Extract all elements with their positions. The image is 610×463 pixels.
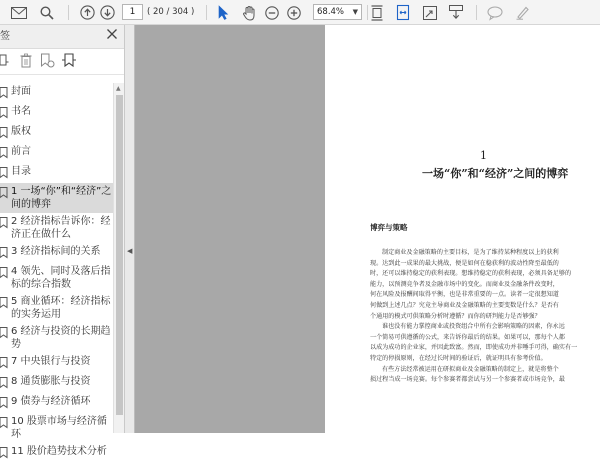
panel-title: 签	[0, 31, 10, 42]
text-line: 何做到上述几点？究竟主导商业及金融策略的主要变数是什么？是否有	[370, 301, 559, 309]
bookmark-label: 3 经济指标间的关系	[11, 246, 101, 257]
bookmark-icon	[0, 447, 8, 461]
bookmark-item-chapter-1[interactable]	[0, 183, 113, 213]
previous-page-icon[interactable]	[77, 0, 97, 25]
scroll-up-icon[interactable]: ▲	[116, 85, 121, 92]
bookmark-label: 前言	[11, 146, 31, 157]
fit-width-icon[interactable]	[393, 0, 413, 25]
bookmark-label: 6 经济与投资的长期趋势	[11, 326, 111, 350]
bookmark-icon	[0, 127, 8, 141]
bookmark-item-chapter-3[interactable]	[0, 243, 113, 263]
bookmark-item-title[interactable]	[0, 103, 113, 123]
bookmark-icon	[0, 267, 8, 281]
main-toolbar	[0, 0, 600, 25]
bookmark-label: 版权	[11, 126, 31, 137]
text-line: 损过程当成一场竞赛。每个参赛者都尝试与另一个参赛者或市场竞争，最	[370, 376, 565, 384]
bookmark-label: 目录	[11, 166, 31, 177]
page-number-input[interactable]: 1	[122, 4, 143, 20]
text-line: 特定的停损原则，在经过长时间的验证后，就证明具有参考价值。	[370, 354, 547, 362]
document-background	[125, 25, 325, 433]
fit-page-icon[interactable]	[367, 0, 387, 25]
bookmark-scrollbar[interactable]	[113, 83, 124, 433]
bookmark-icon	[0, 297, 8, 311]
bookmark-item-cover[interactable]	[0, 83, 113, 103]
bookmark-label: 2 经济指标告诉你：经济正在做什么	[11, 216, 111, 240]
comment-icon[interactable]	[484, 0, 506, 25]
bookmark-icon	[0, 357, 8, 371]
chapter-title: 一场“你”和“经济”之间的博弈	[422, 167, 569, 180]
text-line: 有些方法经常被运用在研拟商业及金融策略的制定上，就是将整个	[382, 365, 559, 373]
search-icon[interactable]	[36, 0, 58, 25]
text-line: 制定商业及金融策略的主要目标，是为了维持某种程度以上的获利	[382, 249, 559, 256]
bookmark-icon	[0, 147, 8, 161]
new-bookmark-icon[interactable]	[40, 53, 55, 71]
text-line: 能力，以预测竞争者及金融市场中的变化。而商业及金融条件改变时，	[370, 280, 559, 288]
hand-tool-icon[interactable]	[238, 0, 260, 25]
page-count: ( 20 / 304 )	[147, 7, 195, 17]
panel-splitter[interactable]	[125, 25, 135, 433]
bookmark-icon	[0, 397, 8, 411]
bookmark-icon	[0, 167, 8, 181]
text-line: 何在风险及报酬间取得平衡，也是非常重要的一点。读者一定很想知道	[370, 291, 559, 299]
bookmark-item-chapter-10[interactable]	[0, 413, 113, 443]
bookmark-icon	[0, 417, 8, 431]
zoom-out-icon[interactable]	[262, 0, 282, 25]
text-line: 时，还可以维持稳定的获利表现。想维持稳定的获利表现，必须具备足够的	[370, 270, 572, 278]
bookmark-label: 4 领先、同时及落后指标的综合指数	[11, 266, 111, 290]
scrollbar-thumb[interactable]	[116, 95, 123, 415]
bookmark-item-copyright[interactable]	[0, 123, 113, 143]
text-line: 谁也没有能力掌控商业或投资组合中所有会影响策略的因素，你永远	[382, 323, 565, 331]
bookmark-label: 8 通货膨胀与投资	[11, 376, 91, 387]
options-menu-icon[interactable]	[0, 53, 9, 70]
bookmark-item-chapter-2[interactable]	[0, 213, 113, 243]
fullscreen-icon[interactable]	[420, 0, 440, 25]
bookmark-item-chapter-9[interactable]	[0, 393, 113, 413]
bookmark-label: 5 商业循环：经济指标的实务运用	[11, 296, 111, 320]
text-line: 一个简易可供遵循的公式，来告诉你最后的结果。如果可以，那每个人都	[370, 333, 565, 341]
chevron-down-icon: ▼	[352, 8, 358, 16]
bookmark-label: 封面	[11, 86, 31, 97]
bookmark-label: 11 股价趋势技术分析	[11, 446, 107, 457]
bookmark-list	[0, 83, 113, 457]
bookmark-icon	[0, 87, 8, 101]
bookmark-icon	[0, 107, 8, 121]
text-line: 个通用的模式可供策略分析时遵循？而你的研判能力是否够强？	[370, 312, 541, 320]
text-line: 现。达到此一成果的最大挑战，便是如何在稳获利的波动性降至最低的	[370, 259, 559, 267]
bookmark-label: 7 中央银行与投资	[11, 356, 91, 367]
bookmark-icon	[0, 247, 8, 261]
zoom-in-icon[interactable]	[284, 0, 304, 25]
bookmark-item-chapter-7[interactable]	[0, 353, 113, 373]
bookmark-item-chapter-5[interactable]	[0, 293, 113, 323]
body-paragraphs	[370, 248, 610, 386]
highlight-icon[interactable]	[511, 0, 533, 25]
section-title: 博弈与策略	[370, 223, 408, 232]
document-page	[325, 25, 600, 433]
zoom-select[interactable]	[313, 4, 362, 20]
zoom-value: 68.4%	[317, 7, 345, 17]
bookmark-item-chapter-4[interactable]	[0, 263, 113, 293]
bookmark-tools	[0, 49, 124, 75]
expand-bookmark-icon[interactable]	[61, 53, 77, 71]
bookmark-label: 9 债券与经济循环	[11, 396, 91, 407]
toolbar-separator	[68, 5, 69, 20]
bookmark-icon	[0, 377, 8, 391]
collapse-panel-icon[interactable]: ◀	[127, 247, 133, 255]
bookmark-item-chapter-11[interactable]	[0, 443, 113, 463]
delete-bookmark-icon[interactable]	[20, 53, 32, 71]
bookmark-item-chapter-8[interactable]	[0, 373, 113, 393]
download-icon[interactable]	[446, 0, 466, 25]
toolbar-separator	[476, 5, 477, 20]
bookmarks-panel	[0, 25, 125, 457]
mail-icon[interactable]	[8, 0, 30, 25]
bookmark-icon	[0, 327, 8, 341]
bookmark-label: 10 股票市场与经济循环	[11, 416, 107, 440]
panel-header	[0, 25, 124, 49]
bookmark-label: 书名	[11, 106, 31, 117]
next-page-icon[interactable]	[97, 0, 117, 25]
select-cursor-icon[interactable]	[213, 0, 233, 25]
bookmark-item-contents[interactable]	[0, 163, 113, 183]
bookmark-icon	[0, 187, 8, 201]
bookmark-icon	[0, 217, 8, 231]
chapter-number: 1	[480, 149, 487, 162]
toolbar-separator	[206, 5, 207, 20]
bookmark-item-preface[interactable]	[0, 143, 113, 163]
text-line: 以成为成功的企业家，并因此致富。然而，即使成功并非唾手可得，确实有一	[370, 344, 578, 352]
bookmark-item-chapter-6[interactable]	[0, 323, 113, 353]
close-icon[interactable]	[106, 28, 118, 43]
bookmark-label: 1 一场“你”和“经济”之间的博弈	[11, 186, 112, 210]
